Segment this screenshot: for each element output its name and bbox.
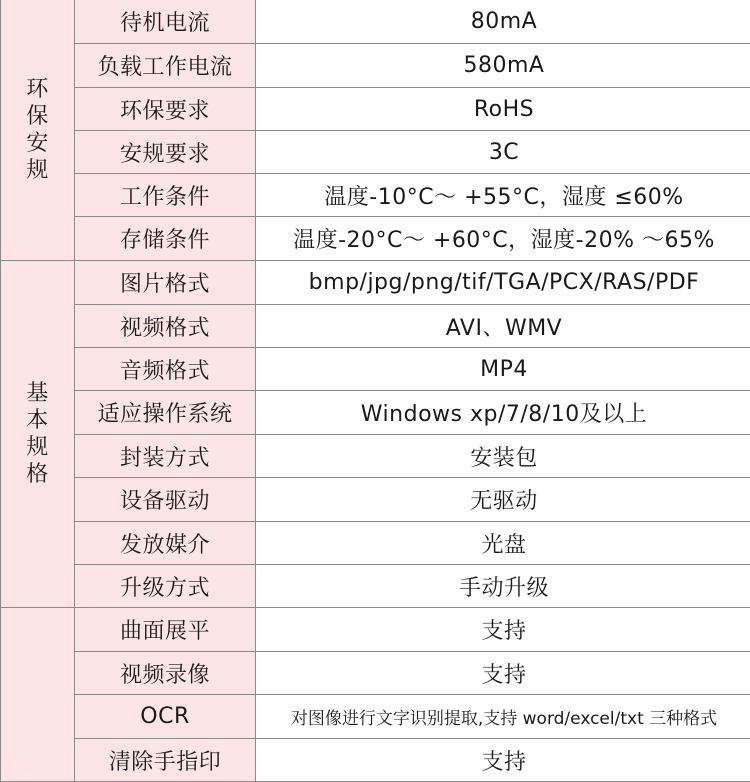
spec-key: 视频录像 [75,652,256,695]
spec-key: 曲面展平 [75,608,256,652]
category-label: 环保安规 [26,76,50,184]
category-cell-env-safety [1,0,75,261]
spec-key: 清除手指印 [75,739,256,782]
spec-value: 无驱动 [256,478,750,522]
spec-value: 支持 [256,608,750,652]
table-row [1,305,750,348]
spec-value: 安装包 [256,435,750,478]
table-row [1,435,750,478]
table-row [1,44,750,88]
spec-value: 光盘 [256,522,750,565]
spec-value: 580mA [256,44,750,88]
spec-key: 环保要求 [75,88,256,131]
spec-key: 视频格式 [75,305,256,348]
spec-key: 图片格式 [75,261,256,305]
spec-key: OCR [75,695,256,739]
spec-key: 适应操作系统 [75,391,256,435]
category-label: 基本规格 [26,380,50,488]
table-row [1,0,750,44]
spec-value: RoHS [256,88,750,131]
spec-key: 存储条件 [75,217,256,261]
table-row [1,174,750,217]
table-row [1,131,750,174]
spec-key: 工作条件 [75,174,256,217]
spec-key: 安规要求 [75,131,256,174]
spec-value: 温度-20°C～ +60°C，湿度-20% ～65% [256,217,750,261]
table-row [1,348,750,391]
table-row [1,565,750,608]
spec-value: bmp/jpg/png/tif/TGA/PCX/RAS/PDF [256,261,750,305]
spec-key: 设备驱动 [75,478,256,522]
spec-value: 80mA [256,0,750,44]
table-row [1,88,750,131]
spec-value: 支持 [256,739,750,782]
spec-key: 音频格式 [75,348,256,391]
table-row [1,608,750,652]
table-row [1,261,750,305]
spec-value: 温度-10°C～ +55°C，湿度 ≤60% [256,174,750,217]
table-row [1,522,750,565]
spec-value: 3C [256,131,750,174]
spec-key: 负载工作电流 [75,44,256,88]
spec-value: AVI、WMV [256,305,750,348]
spec-value: 手动升级 [256,565,750,608]
table-row [1,652,750,695]
table-row [1,217,750,261]
category-cell-basic-spec [1,261,75,608]
category-cell-features [1,608,75,782]
spec-value: MP4 [256,348,750,391]
spec-key: 封装方式 [75,435,256,478]
spec-value: Windows xp/7/8/10及以上 [256,391,750,435]
spec-value: 对图像进行文字识别提取,支持 word/excel/txt 三种格式 [256,695,750,739]
table-row [1,391,750,435]
table-row [1,478,750,522]
spec-key: 发放媒介 [75,522,256,565]
spec-value: 支持 [256,652,750,695]
spec-key: 待机电流 [75,0,256,44]
table-row [1,739,750,782]
spec-key: 升级方式 [75,565,256,608]
table-row [1,695,750,739]
